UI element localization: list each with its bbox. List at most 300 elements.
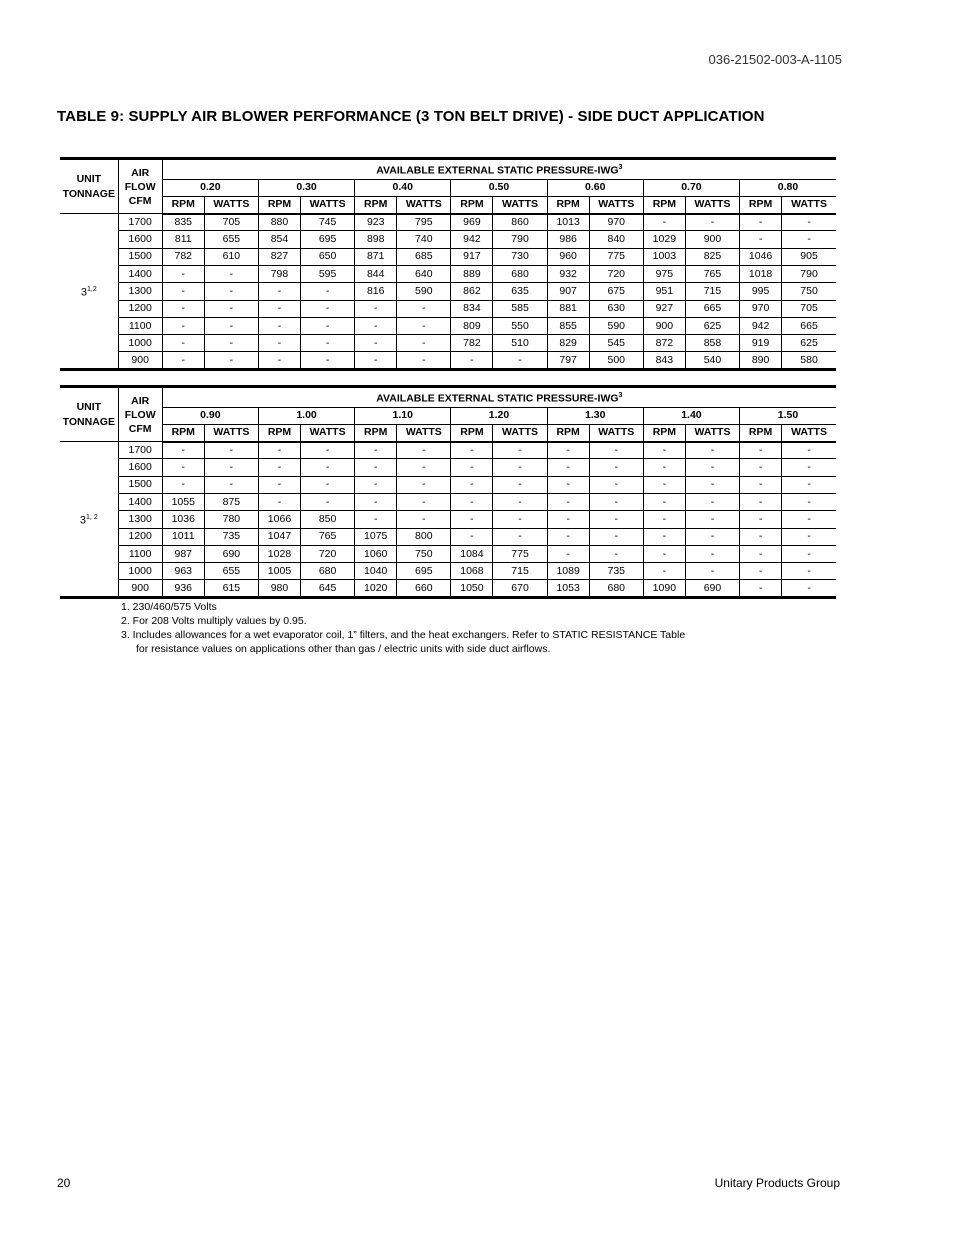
rpm-cell: 829: [547, 335, 589, 352]
rpm-cell: 907: [547, 283, 589, 300]
rpm-cell: 932: [547, 265, 589, 282]
pressure-header: 1.40: [643, 407, 739, 424]
rpm-cell: 917: [451, 248, 493, 265]
pressure-header: 1.20: [451, 407, 547, 424]
rpm-header: RPM: [451, 424, 493, 441]
watts-cell: -: [397, 300, 451, 317]
rpm-header: RPM: [643, 196, 685, 213]
pressure-header: 0.70: [643, 179, 739, 196]
rpm-cell: 871: [355, 248, 397, 265]
watts-cell: -: [685, 459, 739, 476]
rpm-header: RPM: [355, 196, 397, 213]
watts-cell: -: [782, 563, 836, 580]
cfm-cell: 1200: [118, 528, 162, 545]
rpm-cell: -: [643, 214, 685, 231]
watts-cell: 510: [493, 335, 547, 352]
rpm-cell: 963: [162, 563, 204, 580]
available-esp-label: AVAILABLE EXTERNAL STATIC PRESSURE-IWG: [376, 392, 619, 405]
watts-cell: 705: [782, 300, 836, 317]
watts-header: WATTS: [301, 424, 355, 441]
table-row: [60, 545, 836, 562]
watts-cell: 715: [493, 563, 547, 580]
rpm-cell: 970: [740, 300, 782, 317]
rpm-cell: 951: [643, 283, 685, 300]
watts-cell: -: [782, 231, 836, 248]
watts-cell: 705: [204, 214, 258, 231]
rpm-cell: -: [547, 476, 589, 493]
table-row: [60, 459, 836, 476]
rpm-cell: 1047: [258, 528, 300, 545]
rpm-cell: 1018: [740, 265, 782, 282]
watts-cell: -: [204, 265, 258, 282]
rpm-cell: -: [451, 528, 493, 545]
rpm-cell: 797: [547, 352, 589, 369]
watts-header: WATTS: [397, 196, 451, 213]
rpm-cell: -: [643, 459, 685, 476]
watts-cell: -: [493, 493, 547, 510]
rpm-cell: -: [547, 511, 589, 528]
rpm-cell: 843: [643, 352, 685, 369]
watts-cell: -: [782, 528, 836, 545]
rpm-cell: -: [547, 545, 589, 562]
watts-cell: 735: [204, 528, 258, 545]
watts-cell: -: [204, 476, 258, 493]
rpm-cell: -: [258, 459, 300, 476]
cfm-cell: 1400: [118, 493, 162, 510]
rpm-header: RPM: [162, 196, 204, 213]
watts-cell: -: [493, 511, 547, 528]
rpm-cell: -: [162, 459, 204, 476]
blower-performance-table-2: [60, 385, 836, 599]
pressure-row: [60, 179, 836, 196]
rpm-cell: 1013: [547, 214, 589, 231]
watts-cell: -: [493, 459, 547, 476]
rpm-cell: 1089: [547, 563, 589, 580]
rpm-cell: 1029: [643, 231, 685, 248]
rpm-header: RPM: [258, 424, 300, 441]
rpm-cell: -: [258, 493, 300, 510]
watts-cell: 790: [493, 231, 547, 248]
watts-cell: 790: [782, 265, 836, 282]
rpm-cell: -: [162, 442, 204, 459]
watts-cell: 680: [493, 265, 547, 282]
available-esp-label: AVAILABLE EXTERNAL STATIC PRESSURE-IWG: [376, 164, 619, 177]
watts-cell: 625: [685, 317, 739, 334]
cfm-cell: 1100: [118, 317, 162, 334]
rpm-cell: 1066: [258, 511, 300, 528]
watts-cell: 850: [301, 511, 355, 528]
watts-cell: -: [397, 476, 451, 493]
rpm-cell: 960: [547, 248, 589, 265]
watts-cell: -: [685, 545, 739, 562]
rpm-cell: -: [355, 476, 397, 493]
rpm-watts-row: [60, 424, 836, 441]
watts-cell: -: [589, 442, 643, 459]
watts-cell: -: [204, 442, 258, 459]
header-row: [60, 387, 836, 408]
rpm-cell: 1046: [740, 248, 782, 265]
rpm-cell: -: [162, 352, 204, 369]
cfm-cell: 1200: [118, 300, 162, 317]
watts-cell: -: [782, 580, 836, 597]
watts-cell: 640: [397, 265, 451, 282]
rpm-cell: -: [355, 335, 397, 352]
watts-cell: -: [204, 335, 258, 352]
table-row: [60, 528, 836, 545]
cfm-cell: 1600: [118, 231, 162, 248]
rpm-cell: -: [740, 442, 782, 459]
unit-tonnage-cell: [60, 442, 118, 598]
rpm-cell: -: [740, 476, 782, 493]
rpm-cell: -: [355, 300, 397, 317]
watts-cell: 840: [589, 231, 643, 248]
watts-cell: -: [685, 528, 739, 545]
watts-header: WATTS: [493, 424, 547, 441]
watts-cell: -: [685, 476, 739, 493]
unit-tonnage-footnote-ref: 1,2: [87, 285, 97, 293]
rpm-watts-row: [60, 196, 836, 213]
watts-cell: -: [204, 352, 258, 369]
rpm-cell: 995: [740, 283, 782, 300]
watts-cell: -: [685, 563, 739, 580]
rpm-cell: -: [451, 352, 493, 369]
rpm-cell: 1084: [451, 545, 493, 562]
rpm-cell: -: [643, 442, 685, 459]
watts-cell: 750: [782, 283, 836, 300]
table-row: [60, 317, 836, 334]
pressure-header: 0.40: [355, 179, 451, 196]
watts-cell: -: [301, 352, 355, 369]
watts-cell: -: [204, 459, 258, 476]
pressure-header: 1.10: [355, 407, 451, 424]
rpm-cell: 1055: [162, 493, 204, 510]
watts-cell: 780: [204, 511, 258, 528]
watts-cell: -: [397, 352, 451, 369]
rpm-cell: 923: [355, 214, 397, 231]
rpm-cell: 782: [451, 335, 493, 352]
watts-cell: 765: [685, 265, 739, 282]
watts-cell: -: [782, 459, 836, 476]
watts-cell: -: [397, 511, 451, 528]
rpm-cell: 919: [740, 335, 782, 352]
cfm-cell: 900: [118, 352, 162, 369]
rpm-cell: -: [355, 352, 397, 369]
watts-header: WATTS: [782, 424, 836, 441]
rpm-cell: 1068: [451, 563, 493, 580]
watts-cell: 680: [301, 563, 355, 580]
pressure-header: 1.50: [740, 407, 836, 424]
watts-cell: 905: [782, 248, 836, 265]
rpm-cell: 844: [355, 265, 397, 282]
pressure-header: 1.30: [547, 407, 643, 424]
rpm-cell: 900: [643, 317, 685, 334]
watts-header: WATTS: [685, 424, 739, 441]
watts-header: WATTS: [204, 424, 258, 441]
rpm-cell: -: [547, 459, 589, 476]
watts-cell: -: [301, 283, 355, 300]
watts-cell: -: [204, 317, 258, 334]
watts-cell: 720: [589, 265, 643, 282]
rpm-cell: 782: [162, 248, 204, 265]
cfm-cell: 1400: [118, 265, 162, 282]
watts-cell: 765: [301, 528, 355, 545]
watts-cell: -: [204, 283, 258, 300]
rpm-cell: -: [740, 231, 782, 248]
unit-tonnage-header: UNIT TONNAGE: [60, 387, 118, 442]
rpm-cell: 827: [258, 248, 300, 265]
rpm-cell: -: [258, 317, 300, 334]
watts-cell: 635: [493, 283, 547, 300]
watts-cell: -: [589, 459, 643, 476]
watts-cell: -: [204, 300, 258, 317]
table-row: [60, 300, 836, 317]
watts-cell: 690: [204, 545, 258, 562]
watts-cell: 695: [397, 563, 451, 580]
watts-cell: 695: [301, 231, 355, 248]
watts-cell: -: [301, 335, 355, 352]
watts-cell: 740: [397, 231, 451, 248]
watts-cell: 735: [589, 563, 643, 580]
watts-cell: 500: [589, 352, 643, 369]
watts-cell: 795: [397, 214, 451, 231]
watts-cell: -: [685, 442, 739, 459]
footnote-1: 1. 230/460/575 Volts: [121, 601, 217, 613]
table-row: [60, 248, 836, 265]
cfm-cell: 1700: [118, 214, 162, 231]
rpm-cell: 1090: [643, 580, 685, 597]
watts-cell: -: [589, 493, 643, 510]
rpm-cell: -: [162, 317, 204, 334]
rpm-cell: 809: [451, 317, 493, 334]
rpm-cell: 862: [451, 283, 493, 300]
rpm-cell: -: [162, 283, 204, 300]
available-esp-header: [162, 159, 836, 180]
rpm-cell: -: [258, 476, 300, 493]
watts-cell: -: [782, 511, 836, 528]
rpm-cell: -: [740, 580, 782, 597]
watts-cell: 625: [782, 335, 836, 352]
rpm-cell: 969: [451, 214, 493, 231]
rpm-cell: 880: [258, 214, 300, 231]
watts-cell: 900: [685, 231, 739, 248]
watts-cell: 610: [204, 248, 258, 265]
page-number: 20: [57, 1176, 71, 1190]
watts-header: WATTS: [301, 196, 355, 213]
rpm-cell: 1003: [643, 248, 685, 265]
rpm-cell: -: [451, 459, 493, 476]
watts-cell: -: [397, 335, 451, 352]
rpm-cell: -: [740, 493, 782, 510]
watts-cell: 775: [589, 248, 643, 265]
rpm-cell: 1053: [547, 580, 589, 597]
watts-cell: 590: [397, 283, 451, 300]
rpm-cell: 1050: [451, 580, 493, 597]
rpm-cell: 936: [162, 580, 204, 597]
unit-tonnage-header: UNIT TONNAGE: [60, 159, 118, 214]
cfm-cell: 1000: [118, 335, 162, 352]
rpm-cell: -: [740, 214, 782, 231]
watts-header: WATTS: [589, 424, 643, 441]
watts-cell: 675: [589, 283, 643, 300]
watts-cell: -: [782, 493, 836, 510]
cfm-cell: 1600: [118, 459, 162, 476]
table-row: [60, 265, 836, 282]
watts-cell: 750: [397, 545, 451, 562]
table-row: [60, 476, 836, 493]
footnote-2: 2. For 208 Volts multiply values by 0.95.: [121, 615, 307, 627]
rpm-cell: 1036: [162, 511, 204, 528]
rpm-header: RPM: [740, 196, 782, 213]
watts-cell: -: [782, 214, 836, 231]
rpm-cell: 1028: [258, 545, 300, 562]
rpm-cell: -: [258, 283, 300, 300]
rpm-cell: 1075: [355, 528, 397, 545]
watts-cell: 650: [301, 248, 355, 265]
rpm-cell: -: [547, 493, 589, 510]
watts-cell: -: [685, 214, 739, 231]
watts-cell: 585: [493, 300, 547, 317]
pressure-header: 0.60: [547, 179, 643, 196]
unit-tonnage-cell: [60, 214, 118, 370]
footnotes: [121, 600, 685, 656]
pressure-header: 0.80: [740, 179, 836, 196]
rpm-cell: 855: [547, 317, 589, 334]
rpm-cell: 1005: [258, 563, 300, 580]
rpm-cell: -: [643, 563, 685, 580]
rpm-cell: -: [162, 335, 204, 352]
rpm-cell: 1020: [355, 580, 397, 597]
rpm-cell: -: [547, 528, 589, 545]
rpm-cell: 898: [355, 231, 397, 248]
pressure-header: 1.00: [258, 407, 354, 424]
watts-cell: 715: [685, 283, 739, 300]
rpm-header: RPM: [740, 424, 782, 441]
watts-cell: -: [685, 493, 739, 510]
watts-cell: 665: [782, 317, 836, 334]
rpm-cell: 1011: [162, 528, 204, 545]
rpm-cell: -: [355, 459, 397, 476]
table-row: [60, 442, 836, 459]
document-number: 036-21502-003-A-1105: [708, 52, 842, 67]
rpm-header: RPM: [162, 424, 204, 441]
watts-cell: 858: [685, 335, 739, 352]
rpm-cell: -: [258, 352, 300, 369]
watts-cell: 655: [204, 231, 258, 248]
watts-header: WATTS: [204, 196, 258, 213]
watts-cell: 665: [685, 300, 739, 317]
rpm-header: RPM: [355, 424, 397, 441]
rpm-cell: 872: [643, 335, 685, 352]
watts-cell: 655: [204, 563, 258, 580]
watts-cell: 720: [301, 545, 355, 562]
rpm-cell: -: [355, 493, 397, 510]
rpm-cell: -: [258, 442, 300, 459]
available-esp-header: [162, 387, 836, 408]
rpm-cell: -: [451, 442, 493, 459]
watts-cell: 630: [589, 300, 643, 317]
rpm-cell: -: [451, 493, 493, 510]
cfm-cell: 1500: [118, 476, 162, 493]
watts-cell: 825: [685, 248, 739, 265]
watts-cell: 540: [685, 352, 739, 369]
table-row: [60, 352, 836, 369]
cfm-cell: 1100: [118, 545, 162, 562]
rpm-header: RPM: [643, 424, 685, 441]
rpm-header: RPM: [547, 424, 589, 441]
rpm-cell: -: [258, 335, 300, 352]
watts-cell: -: [493, 352, 547, 369]
watts-header: WATTS: [685, 196, 739, 213]
watts-cell: -: [301, 493, 355, 510]
watts-cell: -: [589, 545, 643, 562]
watts-cell: 690: [685, 580, 739, 597]
company-name: Unitary Products Group: [714, 1176, 840, 1190]
pressure-row: [60, 407, 836, 424]
rpm-cell: -: [547, 442, 589, 459]
watts-cell: -: [301, 300, 355, 317]
cfm-cell: 1300: [118, 283, 162, 300]
watts-header: WATTS: [589, 196, 643, 213]
rpm-cell: -: [643, 528, 685, 545]
watts-cell: 550: [493, 317, 547, 334]
watts-cell: 775: [493, 545, 547, 562]
rpm-cell: 890: [740, 352, 782, 369]
watts-cell: 970: [589, 214, 643, 231]
rpm-header: RPM: [547, 196, 589, 213]
table-row: [60, 283, 836, 300]
rpm-cell: 942: [740, 317, 782, 334]
watts-cell: -: [589, 511, 643, 528]
watts-cell: -: [397, 317, 451, 334]
rpm-cell: -: [740, 545, 782, 562]
watts-header: WATTS: [493, 196, 547, 213]
table-row: [60, 563, 836, 580]
watts-cell: -: [493, 442, 547, 459]
rpm-cell: 1040: [355, 563, 397, 580]
pressure-header: 0.30: [258, 179, 354, 196]
cfm-cell: 1500: [118, 248, 162, 265]
rpm-cell: 975: [643, 265, 685, 282]
air-flow-header: AIR FLOW CFM: [118, 159, 162, 214]
pressure-header: 0.20: [162, 179, 258, 196]
blower-performance-table-1: [60, 157, 836, 371]
watts-cell: 595: [301, 265, 355, 282]
table-row: [60, 580, 836, 597]
table-row: [60, 493, 836, 510]
watts-cell: -: [493, 476, 547, 493]
rpm-cell: -: [740, 511, 782, 528]
header-row: [60, 159, 836, 180]
watts-cell: 875: [204, 493, 258, 510]
rpm-cell: 881: [547, 300, 589, 317]
rpm-cell: -: [355, 511, 397, 528]
rpm-cell: 798: [258, 265, 300, 282]
rpm-cell: -: [451, 511, 493, 528]
rpm-cell: 980: [258, 580, 300, 597]
watts-cell: 590: [589, 317, 643, 334]
cfm-cell: 900: [118, 580, 162, 597]
rpm-cell: -: [643, 511, 685, 528]
watts-header: WATTS: [397, 424, 451, 441]
unit-tonnage-value: 3: [79, 514, 87, 527]
watts-cell: -: [301, 317, 355, 334]
watts-cell: -: [589, 528, 643, 545]
table-row: [60, 214, 836, 231]
rpm-header: RPM: [258, 196, 300, 213]
rpm-cell: 834: [451, 300, 493, 317]
table-row: [60, 335, 836, 352]
watts-cell: -: [301, 459, 355, 476]
